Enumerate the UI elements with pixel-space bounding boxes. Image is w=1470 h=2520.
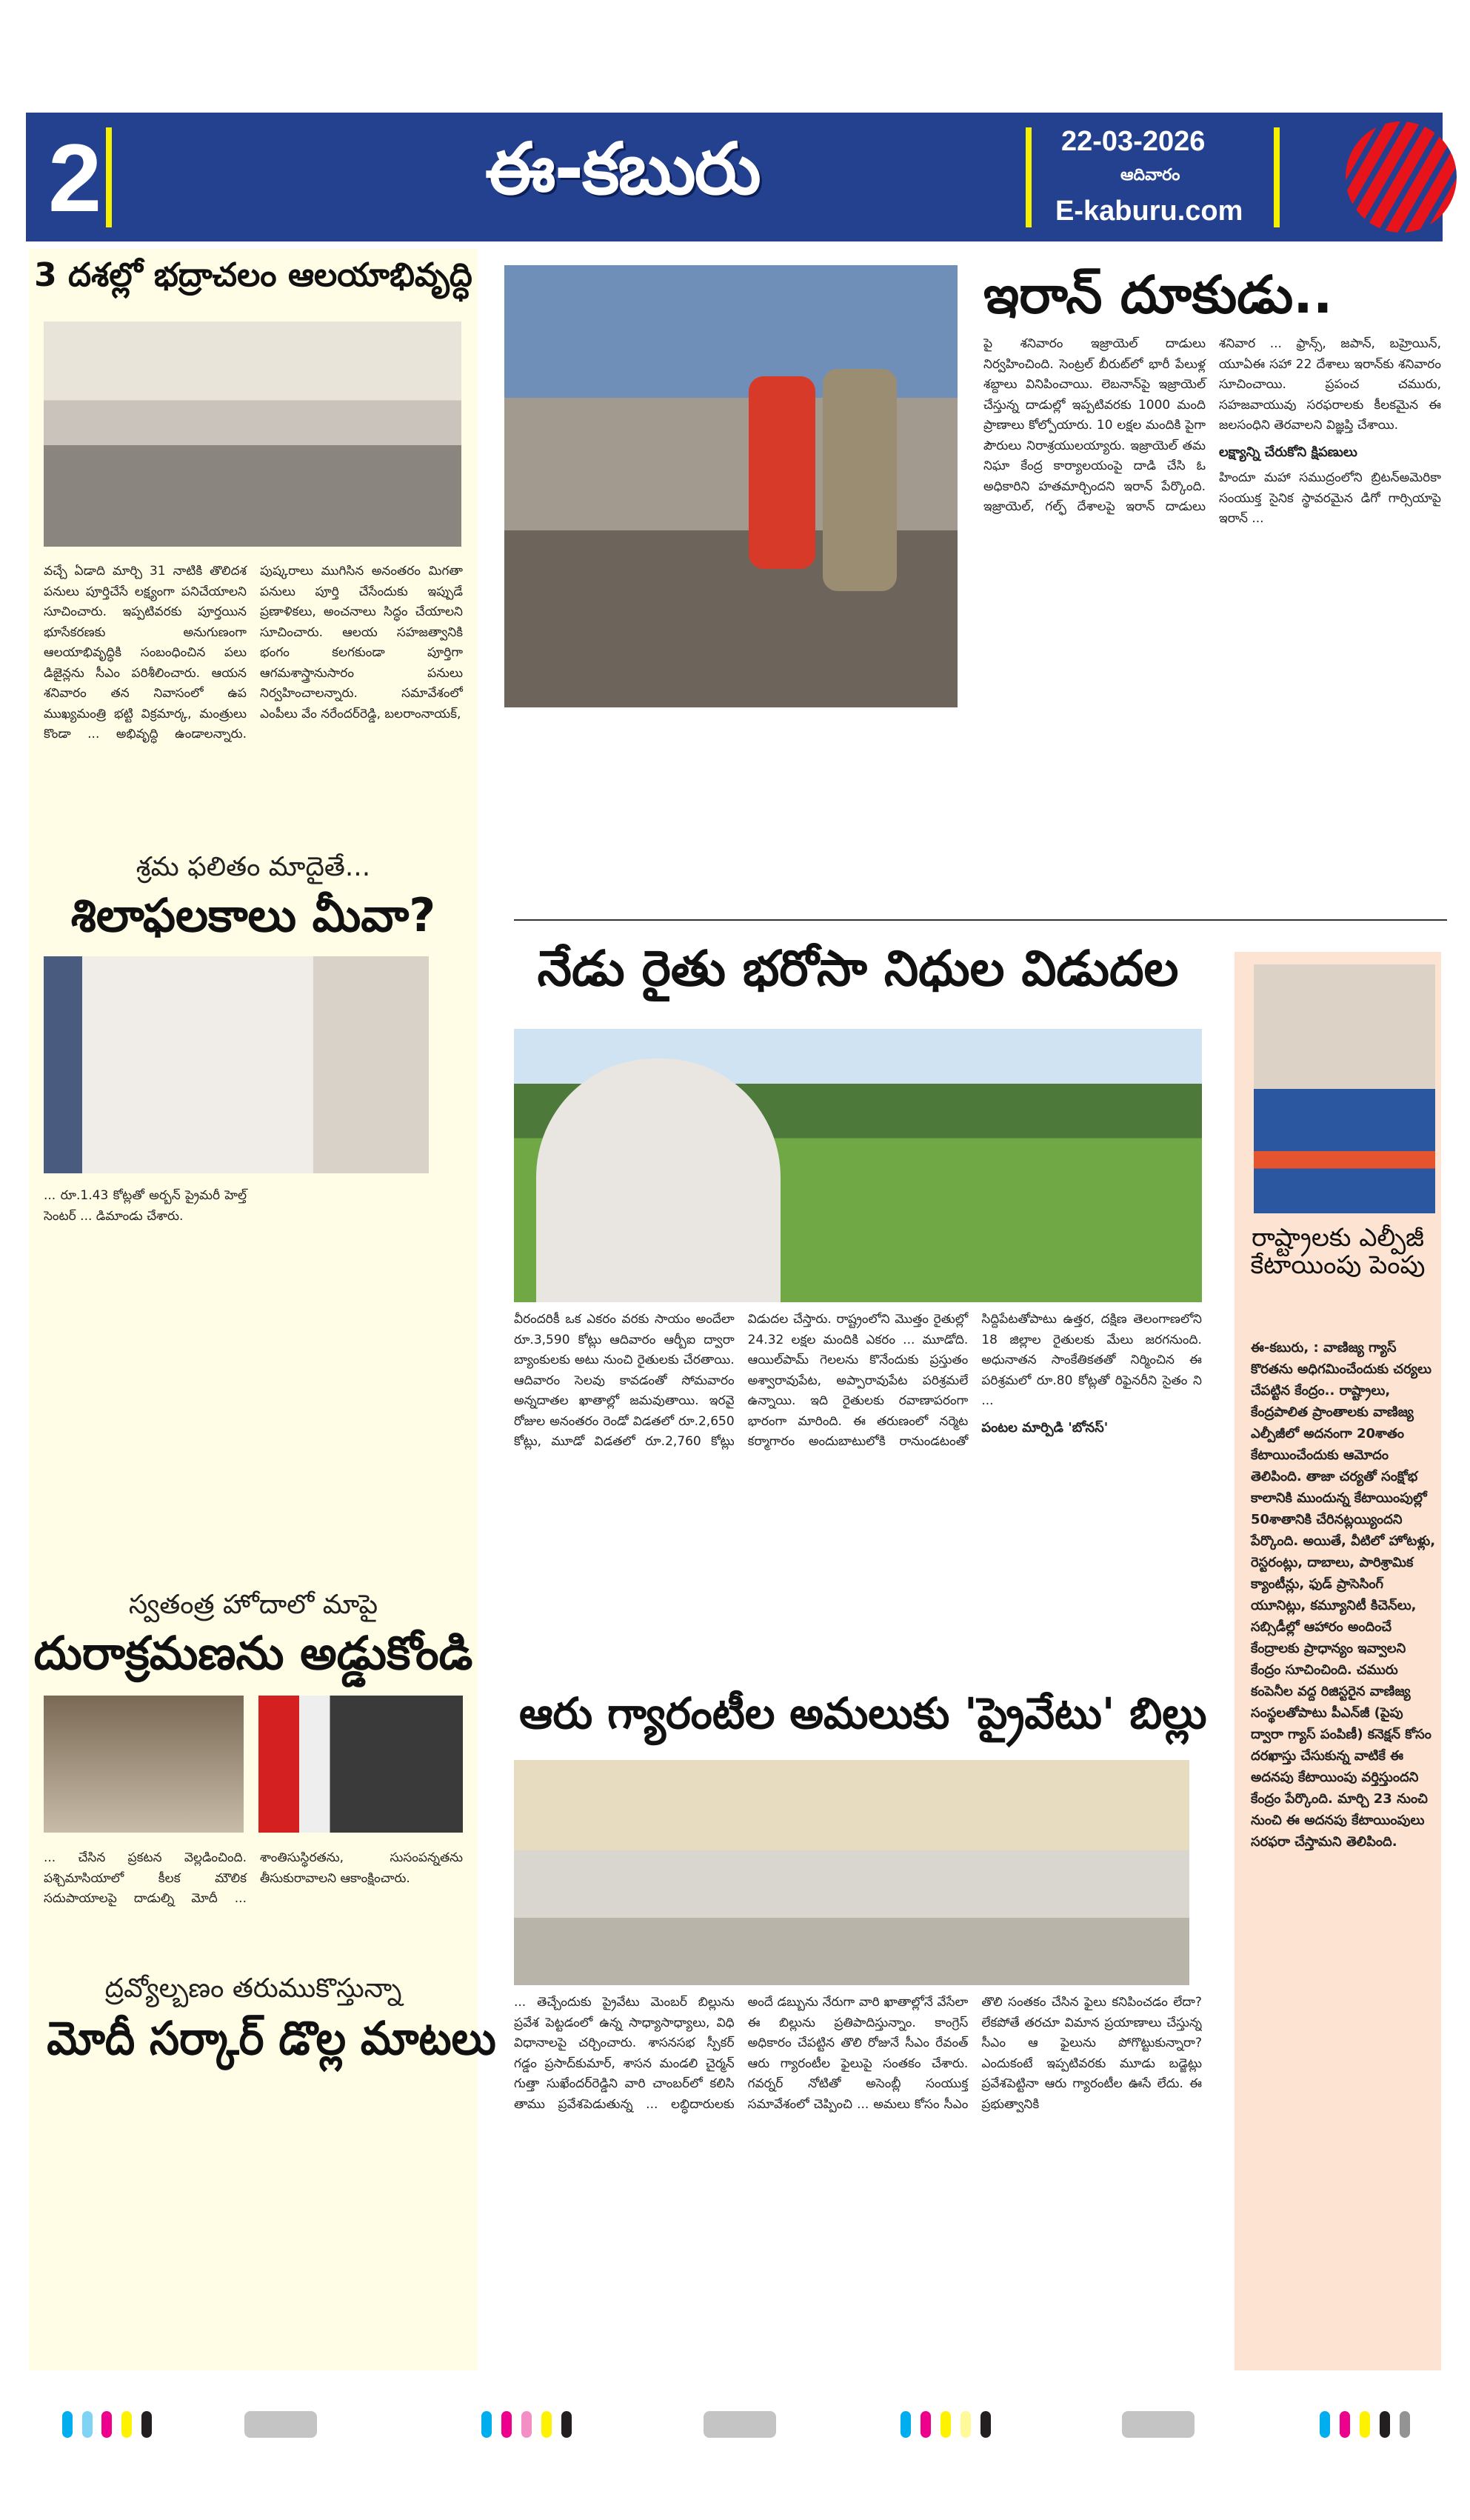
color-chip [941, 2411, 951, 2438]
color-chip [1380, 2411, 1390, 2438]
color-chip [62, 2411, 73, 2438]
headline-lpg: రాష్ట్రాలకు ఎల్పీజీ కేటాయింపు పెంపు [1250, 1223, 1426, 1281]
article-body: ... రూ.1.43 కోట్లతో అర్బన్ ప్రైమరీ హెల్త్ సెంటర్ ... డిమాండు చేశారు. [44, 1188, 247, 1224]
cm-portrait [536, 1059, 781, 1302]
color-chip [960, 2411, 971, 2438]
subheading: లక్ష్యాన్ని చేరుకోని క్షిపణులు [1219, 444, 1357, 460]
headline-bhadrachalam: 3 దశల్లో భద్రాచలం ఆలయాభివృద్ధి [34, 256, 472, 294]
issue-weekday: ఆదివారం [1120, 166, 1180, 184]
color-chip [901, 2411, 911, 2438]
color-chip [121, 2411, 132, 2438]
lpg-sidebar [1235, 952, 1441, 2370]
rescuer-figure [823, 369, 897, 591]
color-chip [921, 2411, 931, 2438]
kicker: స్వతంత్ర హోదాలో మాపై [128, 1590, 378, 1620]
color-chip [521, 2411, 532, 2438]
dateline: ఈ-కబురు, : [1251, 1340, 1319, 1356]
color-chip [101, 2411, 112, 2438]
globe-logo-icon [1346, 121, 1457, 233]
article-body [504, 716, 971, 916]
color-chip [561, 2411, 572, 2438]
divider [1274, 127, 1280, 227]
headline-iran: ఇరాన్ దూకుడు.. [983, 264, 1333, 325]
article-body [514, 1310, 1202, 1673]
divider [106, 127, 112, 227]
ktr-meeting-photo [514, 1760, 1189, 1985]
color-chip [541, 2411, 552, 2438]
kicker: ద్రవ్యోల్బణం తరుముకొస్తున్నా [104, 1973, 402, 2004]
article-body: ... చేసిన ప్రకటన వెల్లడించింది. పశ్చిమాసియాలో కీలక మౌలిక సదుపాయాలపై దాడుల్ని మోదీ ... శాంతిసుస్థిరతను, సుసంపన్నతను తీసుకురావాలని ఆకాంక్షించారు. [44, 1850, 463, 1906]
rescue-workers-rubble-photo [504, 265, 958, 707]
headline-modi-call: దురాక్రమణను అడ్డుకోండి [33, 1626, 473, 1680]
headline-shilaphalakalu: శిలాఫలకాలు మీవా? [70, 888, 436, 942]
color-chip [481, 2411, 492, 2438]
body-text: వాణిజ్య గ్యాస్ కొరతను అధిగమించేందుకు చర్యలు చేపట్టిన కేంద్రం.. రాష్ట్రాలు, కేంద్రపాలిత ప్రాంతాలకు వాణిజ్య ఎల్పీజీలో అదనంగా 20శాతం కేటాయించేందుకు ఆమోదం తెలిపింది. తాజా చర్యతో సంక్షోభ కాలానికి ముందున్న కేటాయింపుల్లో 50శాతానికి చేరినట్లయ్యిందని పేర్కొంది. అయితే, వీటిలో హోటళ్లు, రెస్టరంట్లు, దాబాలు, పారిశ్రామిక క్యాంటీన్లు, ఫుడ్ ప్రాసెసింగ్ యూనిట్లు, కమ్యూనిటీ కిచెన్‌లు, సబ్సిడీల్లో ఆహారం అందించే కేంద్రాలకు ప్రాధాన్యం ఇవ్వాలని కేంద్రం సూచించింది. చమురు కంపెనీల వద్ద రిజిస్టరైన వాణిజ్య సంస్థలతోపాటు పీఎన్‌జీ (పైపు ద్వారా గ్యాస్ పంపిణీ) కనెక్షన్ కోసం దరఖాస్తు చేసుకున్న వాటికే ఈ అదనపు కేటాయింపు వర్తిస్తుందని కేంద్రం పేర్కొంది. మార్చి 23 నుంచి నుంచి ఈ అదనపు కేటాయింపులు సరఫరా చేస్తామని తెలిపింది. [1251, 1340, 1436, 1850]
gray-patch [244, 2411, 317, 2438]
article-body: వచ్చే ఏడాది మార్చి 31 నాటికి తొలిదశ పనులు పూర్తిచేసే లక్ష్యంగా పనిచేయాలని సూచించారు. ఇప్పటివరకు పూర్తయిన భూసేకరణకు అనుగుణంగా ఆలయాభివృద్ధికి సంబంధించిన పలు డిజైన్లను సీఎం పరిశీలించారు. ఆయన శనివారం తన నివాసంలో ఉప ముఖ్యమంత్రి భట్టి విక్రమార్క, మంత్రులు కొండా ... అభివృద్ధి ఉండాలన్నారు. పుష్కరాలు ముగిసిన అనంతరం మిగతా పనులు పూర్తి చేసేందుకు ఇప్పుడే ప్రణాళికలు, అంచనాలు సిద్ధం చేయాలని సూచించారు. ఆలయ సహజత్వానికి భంగం కలగకుండా పూర్తిగా ఆగమశాస్త్రానుసారం పనులు నిర్వహించాలన్నారు. సమావేశంలో ఎంపీలు వేం నరేందర్‌రెడ్డి, బలరాంనాయక్, [44, 564, 463, 741]
lpg-cylinders-photo [1254, 964, 1435, 1213]
divider [514, 919, 1447, 921]
headline-rythu: నేడు రైతు భరోసా నిధుల విడుదల [537, 940, 1179, 997]
masthead [26, 113, 1443, 241]
color-chip [980, 2411, 991, 2438]
body-text: వీరందరికీ ఒక ఎకరం వరకు సాయం అందేలా రూ.3,590 కోట్లు ఆదివారం ఆర్బీఐ ద్వారా బ్యాంకులకు అటు నుంచి రైతులకు చేరతాయి. ఆదివారం సెలవు కావడంతో సోమవారం అన్నదాతల ఖాతాల్లో జమవుతాయి. ఇరవై రోజుల అనంతరం రెండో విడతలో రూ.2,650 కోట్లు, మూడో విడతలో రూ.2,760 కోట్లు విడుదల చేస్తారు. రాష్ట్రంలోని మొత్తం రైతుల్లో 24.32 లక్షల మందికి ఎకరం ... మూడోది. ఆయిల్‌పామ్ గెలలను కొనేందుకు ప్రస్తుతం అశ్వారావుపేట, అప్పారావుపేట పరిశ్రమలే ఉన్నాయి. ఇది రైతులకు రవాణాపరంగా భారంగా మారింది. ఈ తరుణంలో నర్మెట కర్మాగారం అందుబాటులోకి రానుండటంతో సిద్దిపేటతోపాటు ఉత్తర, దక్షిణ తెలంగాణలోని 18 జిల్లాల రైతులకు మేలు జరగనుంది. అధునాతన సాంకేతికతతో నిర్మించిన ఈ పరిశ్రమలో రూ.80 కోట్లతో రిఫైనరీని సైతం ని ... [514, 1312, 1202, 1449]
headline-modi-sarkar: మోదీ సర్కార్ డొల్ల మాటలు [47, 2011, 496, 2065]
gray-patch [1122, 2411, 1195, 2438]
color-chip [1400, 2411, 1410, 2438]
website-link[interactable]: E-kaburu.com [1055, 196, 1243, 227]
color-chip [501, 2411, 512, 2438]
subheading: పంటల మార్పిడి 'బోనస్' [981, 1419, 1109, 1436]
color-chip [82, 2411, 93, 2438]
article-body [44, 2093, 463, 2364]
rescuer-figure [749, 376, 815, 569]
iran-president-phone-photo [258, 1696, 463, 1833]
leader-photo [44, 956, 429, 1173]
color-chip [1320, 2411, 1330, 2438]
brand-logo: ఈ-కబురు [485, 127, 760, 210]
meeting-photo [44, 321, 461, 547]
color-chip [1340, 2411, 1350, 2438]
gray-patch [704, 2411, 776, 2438]
body-text: పై శనివారం ఇజ్రాయెల్ దాడులు నిర్వహించింది. సెంట్రల్ బీరుట్‌లో భారీ పేలుళ్ల శబ్దాలు వినిపించాయి. లెబనాన్‌పై ఇజ్రాయెల్ చేస్తున్న దాడుల్లో ఇప్పటివరకు 1000 మంది ప్రాణాలు కోల్పోయారు. 10 లక్షల మందికి పైగా పౌరులు నిరాశ్రయులయ్యారు. ఇజ్రాయెల్ తమ నిఘా కేంద్ర కార్యాలయంపై దాడి చేసి ఓ అధికారిని హతమార్చిందని ఇరాన్ పేర్కొంది. ఇజ్రాయెల్, గల్ఫ్ దేశాలపై ఇరాన్ దాడులు శనివార ... ఫ్రాన్స్, జపాన్, బహ్రెయిన్, యూఏఈ సహా 22 దేశాలు ఇరాన్‌కు శనివారం సూచించాయి. ప్రపంచ చమురు, సహజవాయువు సరఫరాలకు కీలకమైన ఈ జలసంధిని తెరవాలని విజ్ఞప్తి చేశాయి. [983, 336, 1441, 514]
issue-date: 22-03-2026 [1061, 126, 1206, 157]
article-body [1251, 1337, 1436, 1853]
page-number: 2 [48, 124, 102, 232]
left-column [29, 249, 496, 2370]
color-chip [141, 2411, 152, 2438]
divider [1026, 127, 1032, 227]
article-body [983, 334, 1441, 912]
headline-guarantees: ఆరు గ్యారంటీల అమలుకు 'ప్రైవేటు' బిల్లు [518, 1688, 1207, 1739]
modi-phone-photo [44, 1696, 244, 1833]
body-text: హిందూ మహా సముద్రంలోని బ్రిటన్‌అమెరికా సంయుక్త సైనిక స్థావరమైన డిగో గార్సియాపై ఇరాన్ ... [1219, 470, 1441, 526]
color-chip [1360, 2411, 1370, 2438]
kicker: శ్రమ ఫలితం మాదైతే... [136, 852, 371, 882]
cm-and-paddy-field-photo [514, 1029, 1202, 1302]
article-body: ... తెచ్చేందుకు ప్రైవేటు మెంబర్ బిల్లును ప్రవేశ పెట్టడంలో ఉన్న సాధ్యాసాధ్యాలు, విధి విధానాలపై చర్చించారు. శాసనసభ స్పీకర్ గడ్డం ప్రసాద్‌కుమార్, శాసన మండలి చైర్మన్ గుత్తా సుఖేందర్‌రెడ్డిని వారి చాంబర్‌లో కలిసి తాము ప్రవేశపెడుతున్న ... లబ్ధిదారులకు అందే డబ్బును నేరుగా వారి ఖాతాల్లోనే వేసేలా ఈ బిల్లును ప్రతిపాదిస్తున్నాం. కాంగ్రెస్ అధికారం చేపట్టిన తొలి రోజునే సీఎం రేవంత్ ఆరు గ్యారంటీల ఫైలుపై సంతకం చేశారు. గవర్నర్ నోటితో అసెంబ్లీ సంయుక్త సమావేశంలో చెప్పించి ... అమలు కోసం సీఎం తొలి సంతకం చేసిన ఫైలు కనిపించడం లేదా? లేకపోతే తరచూ విమాన ప్రయాణాలు చేస్తున్న సీఎం ఆ ఫైలును పోగొట్టుకున్నారా? ఎందుకంటే ఇప్పటివరకు మూడు బడ్జెట్లు ప్రవేశపెట్టినా ఆరు గ్యారంటీల ఊసే లేదు. ఈ ప్రభుత్వానికి [514, 1995, 1202, 2112]
